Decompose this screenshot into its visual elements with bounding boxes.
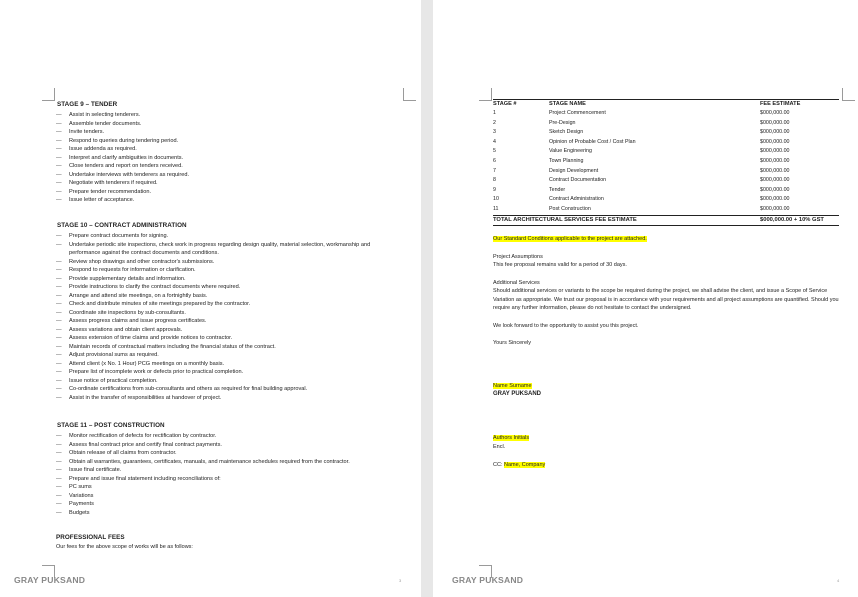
standard-conditions-text: Our Standard Conditions applicable to the project are attached.: [493, 236, 647, 242]
list-item: — Budgets: [56, 509, 406, 518]
stage-number-cell: 7: [493, 167, 496, 174]
list-item: — Coordinate site inspections by sub-consultants.: [56, 309, 401, 318]
list-item: — PC sums: [56, 483, 406, 492]
list-item: — Attend client (x No. 1 Hour) PCG meetings on a monthly basis.: [56, 360, 401, 369]
stage-name-cell: Opinion of Probable Cost / Cost Plan: [549, 138, 636, 145]
table-row: [493, 128, 839, 138]
fee-estimate-table: [493, 99, 839, 226]
enclosure-text: Encl.: [493, 444, 506, 450]
stage11-heading: STAGE 11 – POST CONSTRUCTION: [57, 422, 165, 429]
stage-name-cell: Tender: [549, 186, 566, 193]
list-item: — Adjust provisional sums as required.: [56, 351, 401, 360]
table-header-row: [493, 100, 839, 110]
fee-estimate-cell: $000,000.00: [760, 205, 790, 212]
list-item: — Issue notice of practical completion.: [56, 377, 401, 386]
list-item: — Co-ordinate certifications from sub-consultants and others as required for final building approval.: [56, 385, 401, 394]
list-item: — Assemble tender documents.: [56, 120, 401, 129]
list-item: — Assist in selecting tenderers.: [56, 111, 401, 120]
list-item: — Issue addenda as required.: [56, 145, 401, 154]
fee-estimate-cell: $000,000.00: [760, 110, 790, 116]
fee-estimate-cell: $000,000.00: [760, 196, 790, 203]
table-row: [493, 147, 839, 157]
crop-mark-top-left: [42, 88, 55, 101]
stage-name-cell: Contract Administration: [549, 196, 604, 203]
stage-name-cell: Project Commencement: [549, 110, 606, 116]
stage-number-cell: 10: [493, 196, 499, 203]
additional-services-text: Should additional services or variants to the scope be required during the project, we shall advise the client, and issue a Scope of Service Variation as appropriate. We trust our proposal is in accordance with your requirements and all project assumptions are quantified. Should you require any further information, please do not hesitate to contact the undersigned.: [493, 288, 839, 311]
table-row: [493, 138, 839, 148]
fee-estimate-cell: $000,000.00: [760, 186, 790, 193]
stage-number-cell: 3: [493, 129, 496, 136]
document-page-right: [433, 0, 858, 597]
table-row: [493, 195, 839, 205]
fee-estimate-cell: $000,000.00: [760, 167, 790, 174]
list-item: — Assess extension of time claims and provide notices to contractor.: [56, 334, 401, 343]
professional-fees-heading: PROFESSIONAL FEES: [56, 534, 125, 541]
list-item: — Assess variations and obtain client approvals.: [56, 326, 401, 335]
stage-name-cell: Sketch Design: [549, 129, 584, 136]
total-value: $000,000.00 + 10% GST: [760, 215, 839, 225]
list-item: — Issue letter of acceptance.: [56, 196, 401, 205]
fee-estimate-cell: $000,000.00: [760, 129, 790, 136]
list-item: — Undertake periodic site inspections, check work in progress regarding design quality, material selection, workmanship and performance against the contract documents and conditions.: [56, 241, 401, 258]
stage10-heading: STAGE 10 – CONTRACT ADMINISTRATION: [57, 222, 187, 229]
assumptions-title: Project Assumptions: [493, 254, 543, 260]
stage-name-cell: Pre-Design: [549, 119, 576, 126]
list-item: — Prepare contract documents for signing.: [56, 232, 401, 241]
list-item: — Variations: [56, 492, 406, 501]
stage-number-cell: 4: [493, 138, 496, 145]
signatory-company: GRAY PUKSAND: [493, 391, 542, 397]
stage-number-cell: 11: [493, 205, 499, 212]
list-item: — Prepare list of incomplete work or defects prior to practical completion.: [56, 368, 401, 377]
fee-estimate-cell: $000,000.00: [760, 157, 790, 164]
table-row: [493, 176, 839, 186]
stage-number-cell: 5: [493, 148, 496, 155]
crop-mark-top-right: [403, 88, 416, 101]
fee-estimate-cell: $000,000.00: [760, 177, 790, 184]
stage-number-cell: 6: [493, 157, 496, 164]
list-item: — Obtain all warranties, guarantees, certificates, manuals, and maintenance schedules required from the contractor.: [56, 458, 406, 467]
list-item: — Monitor rectification of defects for rectification by contractor.: [56, 432, 406, 441]
table-row: [493, 157, 839, 167]
column-header: STAGE NAME: [549, 100, 760, 110]
column-header: FEE ESTIMATE: [760, 100, 839, 110]
brand-logo: GRAY PUKSAND: [452, 575, 524, 585]
list-item: — Prepare and issue final statement including reconciliations of:: [56, 475, 406, 484]
author-initials: Authors Initials: [493, 435, 530, 441]
stage-name-cell: Contract Documentation: [549, 177, 607, 184]
stage-number-cell: 1: [493, 110, 496, 116]
assumptions-text: This fee proposal remains valid for a period of 30 days.: [493, 262, 627, 268]
professional-fees-intro: Our fees for the above scope of works will be as follows:: [56, 544, 193, 550]
list-item: — Payments: [56, 500, 406, 509]
total-label: TOTAL ARCHITECTURAL SERVICES FEE ESTIMATE: [493, 215, 760, 225]
list-item: — Assist in the transfer of responsibilities at handover of project.: [56, 394, 401, 403]
list-item: — Negotiate with tenderers if required.: [56, 179, 401, 188]
closing-text: We look forward to the opportunity to assist you this project.: [493, 323, 639, 329]
signoff-text: Yours Sincerely: [493, 340, 532, 346]
stage-number-cell: 2: [493, 119, 496, 126]
list-item: — Prepare tender recommendation.: [56, 188, 401, 197]
list-item: — Review shop drawings and other contractor's submissions.: [56, 258, 401, 267]
crop-mark-top-right: [842, 88, 855, 101]
stage-name-cell: Town Planning: [549, 157, 584, 164]
list-item: — Respond to requests for information or clarification.: [56, 266, 401, 275]
page-number: 4: [837, 578, 840, 583]
list-item: — Arrange and attend site meetings, on a fortnightly basis.: [56, 292, 401, 301]
table-total-row: [493, 215, 839, 225]
stage-name-cell: Design Development: [549, 167, 599, 174]
list-item: — Provide supplementary details and information.: [56, 275, 401, 284]
table-row: [493, 167, 839, 177]
brand-logo: GRAY PUKSAND: [14, 575, 86, 585]
list-item: — Check and distribute minutes of site meetings prepared by the contractor.: [56, 300, 401, 309]
fee-estimate-cell: $000,000.00: [760, 148, 790, 155]
list-item: — Assess progress claims and issue progress certificates.: [56, 317, 401, 326]
list-item: — Undertake interviews with tenderers as required.: [56, 171, 401, 180]
table-row: [493, 205, 839, 215]
cc-value: Name, Company: [504, 462, 546, 468]
list-item: — Interpret and clarify ambiguities in documents.: [56, 154, 401, 163]
stage11-list: [56, 432, 406, 517]
list-item: — Provide instructions to clarify the contract documents where required.: [56, 283, 401, 292]
stage-name-cell: Value Engineering: [549, 148, 592, 155]
document-page-left: [0, 0, 421, 597]
list-item: — Respond to queries during tendering period.: [56, 137, 401, 146]
stage9-heading: STAGE 9 – TENDER: [57, 101, 118, 108]
stage10-list: [56, 232, 401, 402]
fee-estimate-cell: $000,000.00: [760, 119, 790, 126]
column-header: STAGE #: [493, 100, 549, 110]
cc-line: [493, 461, 545, 470]
list-item: — Issue final certificate.: [56, 466, 406, 475]
list-item: — Invite tenders.: [56, 128, 401, 137]
crop-mark-top-left: [479, 88, 492, 101]
table-row: [493, 186, 839, 196]
page-number: 3: [399, 578, 402, 583]
stage-number-cell: 9: [493, 186, 496, 193]
list-item: — Close tenders and report on tenders received.: [56, 162, 401, 171]
cc-label: CC:: [493, 462, 503, 468]
table-row: [493, 119, 839, 129]
stage9-list: [56, 111, 401, 205]
list-item: — Obtain release of all claims from contractor.: [56, 449, 406, 458]
author-initials-line: [493, 434, 529, 443]
stage-number-cell: 8: [493, 177, 496, 184]
table-row: [493, 109, 839, 119]
stage-name-cell: Post Construction: [549, 205, 591, 212]
additional-services-title: Additional Services: [493, 280, 540, 286]
signatory-name: Name Surname: [493, 383, 532, 389]
fee-estimate-cell: $000,000.00: [760, 138, 790, 145]
list-item: — Assess final contract price and certify final contract payments.: [56, 441, 406, 450]
standard-conditions-line: [493, 235, 647, 244]
list-item: — Maintain records of contractual matters including the financial status of the contract.: [56, 343, 401, 352]
